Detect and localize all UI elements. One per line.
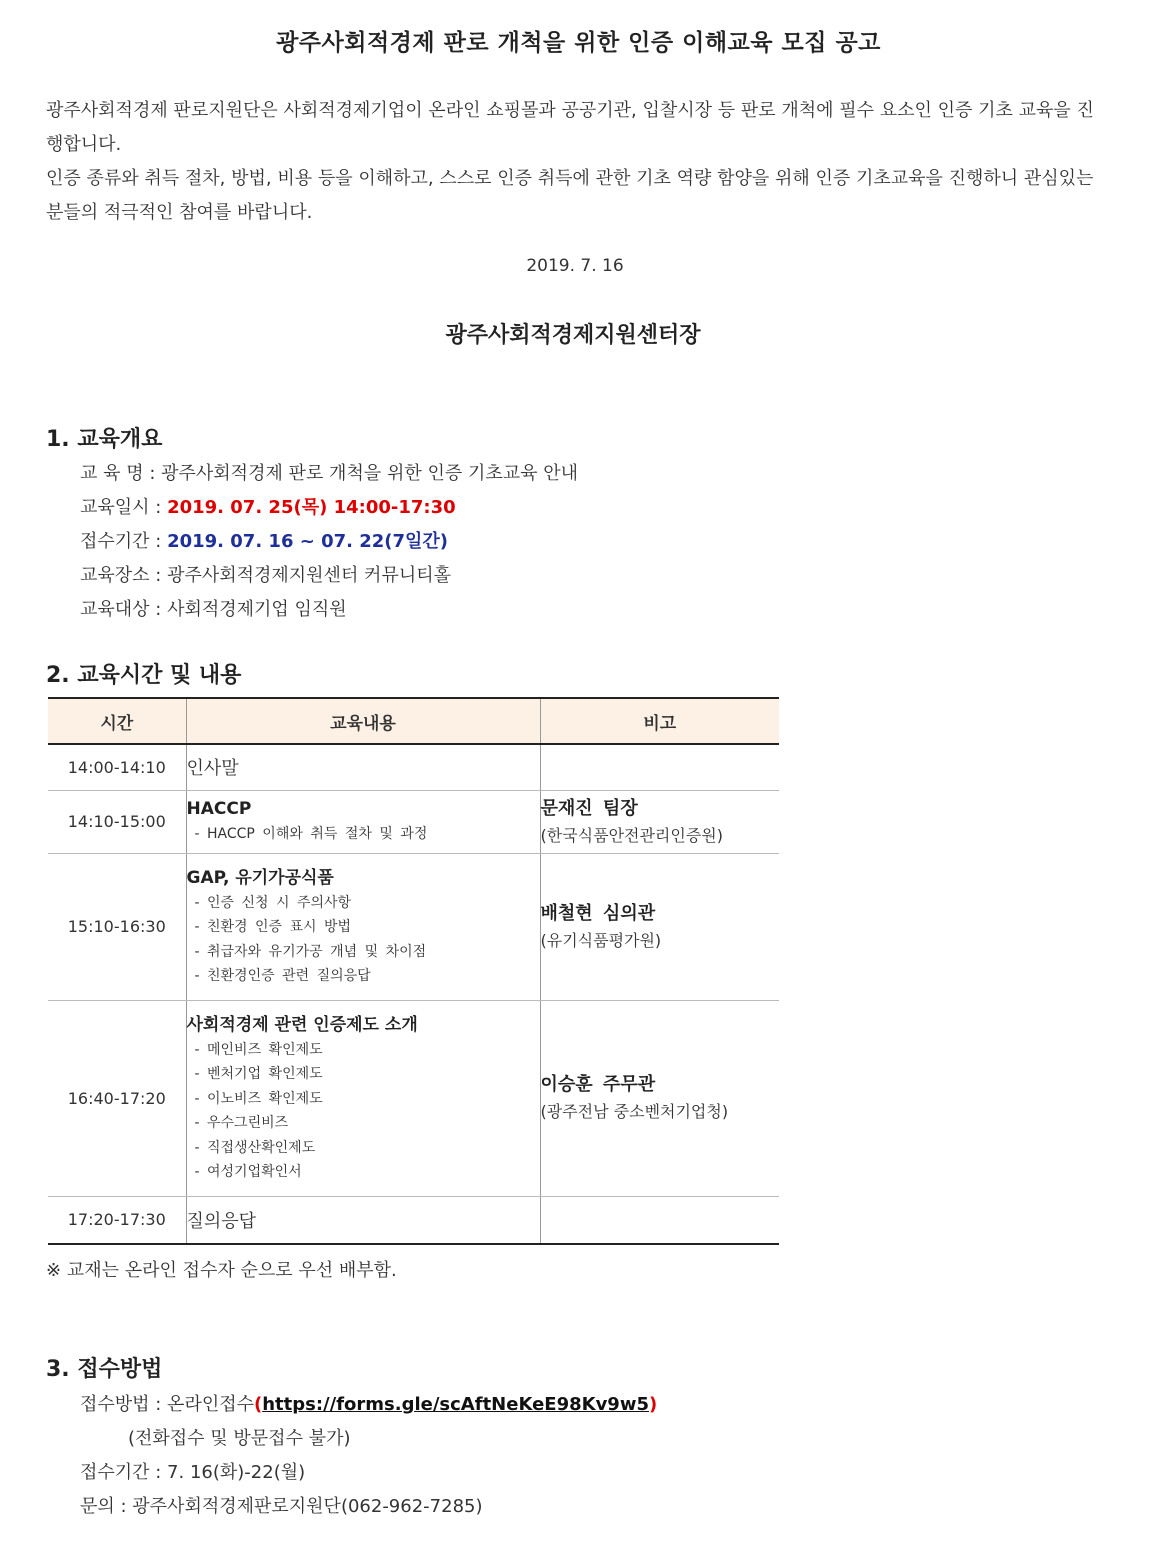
- url-paren-open: (: [254, 1394, 263, 1415]
- url-paren-close: ): [649, 1394, 658, 1415]
- overview-name-label: 교 육 명 :: [80, 463, 162, 484]
- row-content: [186, 790, 540, 853]
- contact-info: 문의 : 광주사회적경제판로지원단(062-962-7285): [80, 1496, 483, 1517]
- row-sub-item: - 벤처기업 확인제도: [194, 1066, 323, 1082]
- row-note: [540, 853, 779, 1000]
- row-note: [540, 790, 779, 853]
- intro-paragraph-1: 광주사회적경제 판로지원단은 사회적경제기업이 온라인 쇼핑몰과 공공기관, 입찰시장 등 판로 개척에 필수 요소인 인증 기초 교육을 진행합니다.: [46, 100, 1094, 155]
- overview-list: [80, 457, 578, 627]
- intro-paragraph-2: 인증 종류와 취득 절차, 방법, 비용 등을 이해하고, 스스로 인증 취득에 관한 기초 역량 함양을 위해 인증 기초교육을 진행하니 관심있는 분들의 적극적인 참여를 바랍니다.: [46, 168, 1094, 223]
- section-2-heading: 2. 교육시간 및 내용: [46, 663, 242, 688]
- table-row: [48, 790, 779, 853]
- row-note: [540, 1000, 779, 1196]
- row-topic: GAP, 유기가공식품: [186, 867, 334, 888]
- row-time: 14:10-15:00: [48, 790, 186, 853]
- overview-target-value: 사회적경제기업 임직원: [167, 599, 347, 620]
- overview-period-value: 2019. 07. 16 ~ 07. 22(7일간): [167, 531, 449, 552]
- row-content: [186, 1000, 540, 1196]
- row-topic: 사회적경제 관련 인증제도 소개: [186, 1014, 418, 1035]
- overview-place-value: 광주사회적경제지원센터 커뮤니티홀: [167, 565, 451, 586]
- overview-name: [80, 457, 578, 491]
- row-time: 17:20-17:30: [48, 1196, 186, 1244]
- row-sub-item: - 여성기업확인서: [194, 1164, 302, 1180]
- row-sub-item: - 친환경 인증 표시 방법: [194, 919, 352, 935]
- table-header-row: [48, 698, 779, 744]
- overview-place: [80, 559, 578, 593]
- application-method: [80, 1388, 657, 1422]
- application-list: [80, 1388, 657, 1524]
- row-sub-item: - 취급자와 유기가공 개념 및 차이점: [194, 943, 427, 960]
- overview-date-label: 교육일시 :: [80, 497, 168, 518]
- issuer-name: 광주사회적경제지원센터장: [445, 323, 701, 348]
- row-time: 16:40-17:20: [48, 1000, 186, 1196]
- document-title: 광주사회적경제 판로 개척을 위한 인증 이해교육 모집 공고: [276, 30, 881, 56]
- row-sub-item: - 인증 신청 시 주의사항: [194, 894, 352, 911]
- row-topic: HACCP: [186, 799, 252, 820]
- overview-date: [80, 491, 578, 525]
- intro-paragraphs: [46, 94, 1108, 230]
- instructor-org: (한국식품안전관리인증원): [540, 825, 724, 845]
- table-row: [48, 1196, 779, 1244]
- overview-name-value: 광주사회적경제 판로 개척을 위한 인증 기초교육 안내: [161, 463, 578, 484]
- row-topic: 인사말: [186, 758, 239, 780]
- row-sub-item: - 우수그린비즈: [194, 1115, 289, 1131]
- overview-period: [80, 525, 578, 559]
- announcement-date: 2019. 7. 16: [526, 256, 624, 276]
- row-content: [186, 1196, 540, 1244]
- textbook-footnote: ※ 교재는 온라인 접수자 순으로 우선 배부함.: [46, 1260, 397, 1281]
- column-header-note: 비고: [540, 698, 779, 744]
- row-content: [186, 853, 540, 1000]
- row-time: 14:00-14:10: [48, 744, 186, 790]
- instructor-name: 배철현 심의관: [540, 902, 656, 924]
- section-1-heading: 1. 교육개요: [46, 427, 163, 452]
- overview-period-label: 접수기간 :: [80, 531, 168, 552]
- row-topic: 질의응답: [186, 1210, 257, 1232]
- table-row: [48, 1000, 779, 1196]
- application-method-note: (전화접수 및 방문접수 불가): [128, 1428, 351, 1449]
- instructor-name: 문재진 팀장: [540, 797, 638, 819]
- row-content: [186, 744, 540, 790]
- row-sub-item: - 직접생산확인제도: [194, 1139, 316, 1156]
- application-method-label: 접수방법 : 온라인접수: [80, 1394, 254, 1415]
- overview-date-value: 2019. 07. 25(목) 14:00-17:30: [167, 497, 456, 518]
- row-time: 15:10-16:30: [48, 853, 186, 1000]
- row-sub-item: - 메인비즈 확인제도: [194, 1041, 323, 1058]
- overview-target-label: 교육대상 :: [80, 599, 168, 620]
- table-row: [48, 744, 779, 790]
- table-row: [48, 853, 779, 1000]
- instructor-org: (광주전남 중소벤처기업청): [540, 1102, 729, 1121]
- row-note: [540, 1196, 779, 1244]
- row-sub-item: - 이노비즈 확인제도: [194, 1090, 323, 1107]
- application-period: 접수기간 : 7. 16(화)-22(월): [80, 1462, 306, 1483]
- instructor-org: (유기식품평가원): [540, 930, 662, 950]
- row-sub-item: - HACCP 이해와 취득 절차 및 과정: [194, 826, 428, 843]
- schedule-table: [48, 697, 779, 1245]
- application-form-link[interactable]: https://forms.gle/scAftNeKeE98Kv9w5: [262, 1394, 649, 1415]
- row-note: [540, 744, 779, 790]
- column-header-time: 시간: [48, 698, 186, 744]
- row-sub-item: - 친환경인증 관련 질의응답: [194, 968, 371, 984]
- section-3-heading: 3. 접수방법: [46, 1357, 163, 1382]
- column-header-content: 교육내용: [186, 698, 540, 744]
- instructor-name: 이승훈 주무관: [540, 1074, 656, 1095]
- overview-place-label: 교육장소 :: [80, 565, 168, 586]
- overview-target: [80, 593, 578, 627]
